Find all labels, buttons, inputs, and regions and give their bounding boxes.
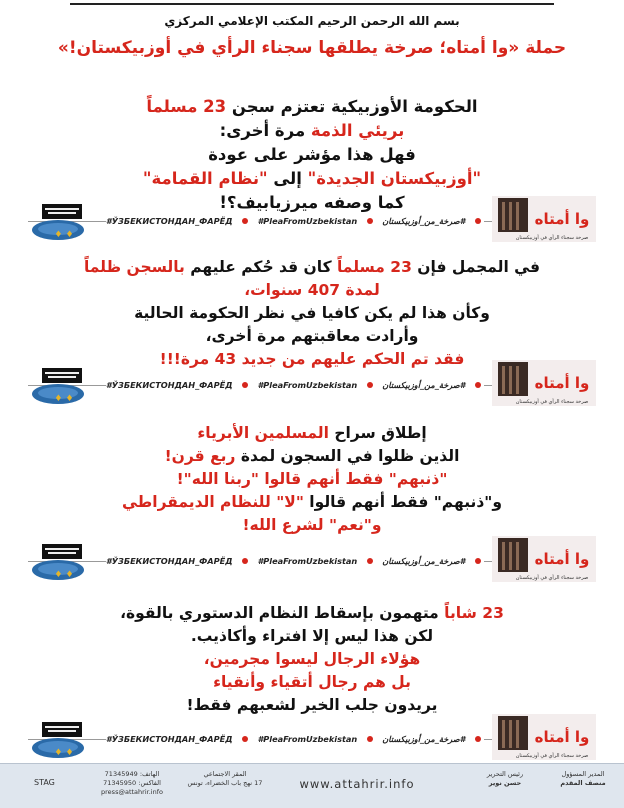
body-text: لكن هذا ليس إلا افتراء وأكاذيب. xyxy=(190,627,434,645)
basmala-line: بسم الله الرحمن الرحيم المكتب الإعلامي المركزي xyxy=(164,14,460,28)
bullet-dot xyxy=(475,736,481,742)
highlight-text: هؤلاء الرجال ليسوا مجرمين، xyxy=(203,650,421,668)
hashtag-strip xyxy=(28,540,596,581)
footer-contact xyxy=(92,770,172,797)
hq-title: المقر الاجتماعي xyxy=(203,770,247,778)
section-4 xyxy=(28,602,596,717)
campaign-headline: حملة «وا أمتاه؛ صرخة يطلقها سجناء الرأي في أوزبيكستان!» xyxy=(57,38,567,58)
highlight-text: لمدة 407 سنوات، xyxy=(244,281,380,299)
section-3 xyxy=(28,422,596,537)
text-line xyxy=(28,302,596,325)
wa-ommatah-logo xyxy=(492,358,596,408)
bullet-dot xyxy=(475,218,481,224)
svg-text:صرخة سجناء الرأي في أوزبيكستان: صرخة سجناء الرأي في أوزبيكستان xyxy=(515,235,589,241)
text-line xyxy=(28,445,596,468)
svg-text:♦ ♦: ♦ ♦ xyxy=(54,394,74,404)
hashtag-arabic: #صرخة_من_أوزبيكستان xyxy=(382,556,466,566)
hashtag-english: #PleaFromUzbekistan xyxy=(257,556,358,566)
body-text: إلى xyxy=(267,169,308,188)
hashtag-arabic: #صرخة_من_أوزبيكستان xyxy=(382,380,466,390)
body-text: وأرادت معاقبتهم مرة أخرى، xyxy=(205,327,419,345)
text-line xyxy=(28,143,596,167)
body-text: إطلاق سراح xyxy=(328,424,427,442)
highlight-text: و"نعم" لشرع الله! xyxy=(242,516,382,534)
wa-ommatah-logo xyxy=(492,194,596,244)
manager-name: منصف المقدم xyxy=(560,779,606,787)
body-text: كما وصفه ميرزيابيف؟! xyxy=(219,193,405,212)
svg-text:صرخة سجناء الرأي في أوزبيكستان: صرخة سجناء الرأي في أوزبيكستان xyxy=(515,753,589,759)
hashtags xyxy=(106,553,484,569)
svg-text:صرخة سجناء الرأي في أوزبيكستان: صرخة سجناء الرأي في أوزبيكستان xyxy=(515,399,589,405)
hashtags xyxy=(106,731,484,747)
body-text: وكأن هذا لم يكن كافيا في نظر الحكومة الحالية xyxy=(134,304,490,322)
footer-manager xyxy=(548,770,618,788)
hashtag-uzbek: #ЎЗБЕКИСТОНДАН_ФАРЁД xyxy=(106,380,233,390)
globe-flag-logo xyxy=(28,364,98,404)
hashtag-english: #PleaFromUzbekistan xyxy=(257,380,358,390)
fax-number: الفاكس: 71345950 xyxy=(103,779,161,787)
text-line xyxy=(28,625,596,648)
text-line xyxy=(28,167,596,191)
globe-flag-logo xyxy=(28,200,98,240)
website-url[interactable]: www.attahrir.info xyxy=(299,777,415,791)
svg-text:♦ ♦: ♦ ♦ xyxy=(54,570,74,580)
phone-number: الهاتف: 71345949 xyxy=(104,770,160,778)
highlight-text: "ذنبهم" فقط أنهم قالوا "ربنا الله"! xyxy=(176,470,448,488)
highlight-text: 23 مسلماً xyxy=(336,258,412,276)
bullet-dot xyxy=(242,218,248,224)
manager-title: المدير المسؤول xyxy=(561,770,605,778)
text-line xyxy=(28,325,596,348)
top-rule xyxy=(70,3,554,5)
globe-flag-logo xyxy=(28,540,98,580)
wa-ommatah-logo xyxy=(492,712,596,762)
bullet-dot xyxy=(367,558,373,564)
text-line xyxy=(28,256,596,279)
svg-text:وا أمتاه: وا أمتاه xyxy=(534,210,590,228)
body-text: فهل هذا مؤشر على عودة xyxy=(208,145,416,164)
text-line xyxy=(28,119,596,143)
editor-title: رئيس التحرير xyxy=(486,770,524,778)
svg-text:وا أمتاه: وا أمتاه xyxy=(534,728,590,746)
bullet-dot xyxy=(367,382,373,388)
highlight-text: "لا" للنظام الديمقراطي xyxy=(121,493,304,511)
body-text: كان قد حُكم عليهم xyxy=(184,258,337,276)
text-line xyxy=(28,95,596,119)
bullet-dot xyxy=(242,736,248,742)
text-line xyxy=(28,422,596,445)
svg-text:وا أمتاه: وا أمتاه xyxy=(534,550,590,568)
globe-flag-logo xyxy=(28,718,98,758)
bullet-dot xyxy=(367,218,373,224)
footer-editor xyxy=(470,770,540,788)
text-line xyxy=(28,279,596,302)
hq-address: 17 نهج باب الخضراء، تونس xyxy=(187,779,263,787)
hashtag-strip xyxy=(28,718,596,759)
hashtags xyxy=(106,213,484,229)
hashtag-uzbek: #ЎЗБЕКИСТОНДАН_ФАРЁД xyxy=(106,734,233,744)
hashtag-strip xyxy=(28,200,596,241)
highlight-text: المسلمين الأبرياء xyxy=(197,424,329,442)
body-text: الذين ظلوا في السجون لمدة xyxy=(235,447,460,465)
stag-label: STAG xyxy=(34,778,55,787)
bullet-dot xyxy=(475,382,481,388)
hashtag-strip xyxy=(28,364,596,405)
body-text: متهمون بإسقاط النظام الدستوري بالقوة، xyxy=(120,604,445,622)
body-text: و"ذنبهم" فقط أنهم قالوا xyxy=(303,493,503,511)
bullet-dot xyxy=(242,382,248,388)
highlight-text: "نظام القمامة" xyxy=(142,169,268,188)
bullet-dot xyxy=(475,558,481,564)
body-text: مرة أخرى: xyxy=(219,121,311,140)
hashtag-arabic: #صرخة_من_أوزبيكستان xyxy=(382,734,466,744)
bullet-dot xyxy=(242,558,248,564)
body-text: في المجمل فإن xyxy=(411,258,541,276)
hashtag-english: #PleaFromUzbekistan xyxy=(257,734,358,744)
body-text: الحكومة الأوزبيكية تعتزم سجن xyxy=(226,97,478,116)
highlight-text: 23 شاباً xyxy=(444,604,504,622)
highlight-text: "أوزبيكستان الجديدة" xyxy=(307,169,482,188)
footer-bar xyxy=(0,763,624,808)
hashtag-uzbek: #ЎЗБЕКИСТОНДАН_ФАРЁД xyxy=(106,556,233,566)
body-text: يريدون جلب الخير لشعبهم فقط! xyxy=(186,696,438,714)
highlight-text: فقد تم الحكم عليهم من جديد 43 مرة!!! xyxy=(159,350,465,368)
highlight-text: بل هم رجال أتقياء وأنقياء xyxy=(213,673,411,691)
highlight-text: بريئي الذمة xyxy=(310,121,405,140)
bullet-dot xyxy=(367,736,373,742)
svg-text:صرخة سجناء الرأي في أوزبيكستان: صرخة سجناء الرأي في أوزبيكستان xyxy=(515,575,589,581)
hashtag-arabic: #صرخة_من_أوزبيكستان xyxy=(382,216,466,226)
svg-text:وا أمتاه: وا أمتاه xyxy=(534,374,590,392)
editor-name: حسن نوير xyxy=(488,779,522,787)
email-address[interactable]: press@attahrir.info xyxy=(101,788,163,796)
hashtags xyxy=(106,377,484,393)
wa-ommatah-logo xyxy=(492,534,596,584)
svg-text:♦ ♦: ♦ ♦ xyxy=(54,230,74,240)
highlight-text: 23 مسلماً xyxy=(146,97,227,116)
hashtag-english: #PleaFromUzbekistan xyxy=(257,216,358,226)
text-line xyxy=(28,468,596,491)
text-line xyxy=(28,648,596,671)
section-2 xyxy=(28,256,596,371)
text-line xyxy=(28,491,596,514)
highlight-text: بالسجن ظلماً xyxy=(83,258,185,276)
hashtag-uzbek: #ЎЗБЕКИСТОНДАН_ФАРЁД xyxy=(106,216,233,226)
text-line xyxy=(28,602,596,625)
text-line xyxy=(28,671,596,694)
footer-hq xyxy=(180,770,270,788)
highlight-text: ربع قرن! xyxy=(164,447,236,465)
svg-text:♦ ♦: ♦ ♦ xyxy=(54,748,74,758)
